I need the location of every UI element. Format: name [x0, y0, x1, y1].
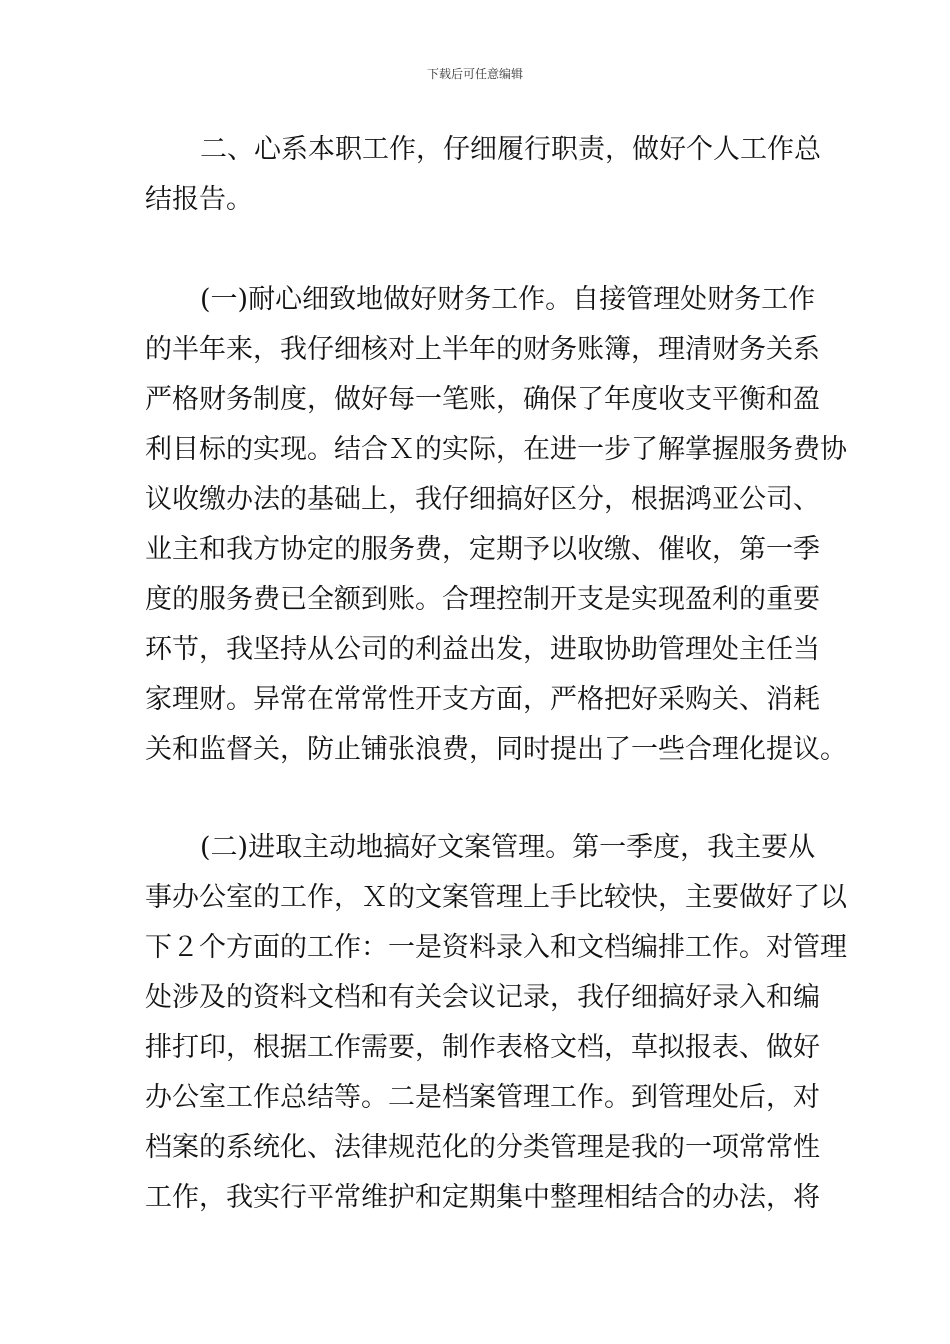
paragraph-line: 排打印，根据工作需要，制作表格文档，草拟报表、做好	[145, 1032, 820, 1063]
paragraph-line: (二)进取主动地搞好文案管理。第一季度，我主要从	[200, 832, 816, 863]
paragraph-line: 办公室工作总结等。二是档案管理工作。到管理处后，对	[145, 1082, 820, 1113]
paragraph-line: 处涉及的资料文档和有关会议记录，我仔细搞好录入和编	[145, 982, 820, 1013]
paragraph-line: 关和监督关，防止铺张浪费，同时提出了一些合理化提议。	[145, 734, 847, 765]
paragraph-line: 议收缴办法的基础上，我仔细搞好区分，根据鸿亚公司、	[145, 484, 820, 515]
paragraph-line: 工作，我实行平常维护和定期集中整理相结合的办法，将	[145, 1182, 820, 1213]
paragraph-line: 环节，我坚持从公司的利益出发，进取协助管理处主任当	[145, 634, 820, 665]
paragraph-line: (一)耐心细致地做好财务工作。自接管理处财务工作	[200, 284, 816, 315]
page-header: 下载后可任意编辑	[426, 67, 523, 81]
paragraph-line: 度的服务费已全额到账。合理控制开支是实现盈利的重要	[145, 584, 820, 615]
paragraph-line: 结报告。	[145, 184, 253, 215]
paragraph-line: 家理财。异常在常常性开支方面，严格把好采购关、消耗	[145, 684, 820, 715]
paragraph-line: 二、心系本职工作，仔细履行职责，做好个人工作总	[200, 134, 821, 165]
paragraph-line: 档案的系统化、法律规范化的分类管理是我的一项常常性	[145, 1132, 820, 1163]
paragraph-line: 利目标的实现。结合Ｘ的实际，在进一步了解掌握服务费协	[145, 434, 847, 465]
paragraph-line: 事办公室的工作，Ｘ的文案管理上手比较快，主要做好了以	[145, 882, 847, 913]
paragraph-line: 严格财务制度，做好每一笔账，确保了年度收支平衡和盈	[145, 384, 820, 415]
paragraph-line: 业主和我方协定的服务费，定期予以收缴、催收，第一季	[145, 534, 820, 565]
paragraph-line: 下２个方面的工作：一是资料录入和文档编排工作。对管理	[145, 932, 847, 963]
paragraph-line: 的半年来，我仔细核对上半年的财务账簿，理清财务关系	[145, 334, 820, 365]
